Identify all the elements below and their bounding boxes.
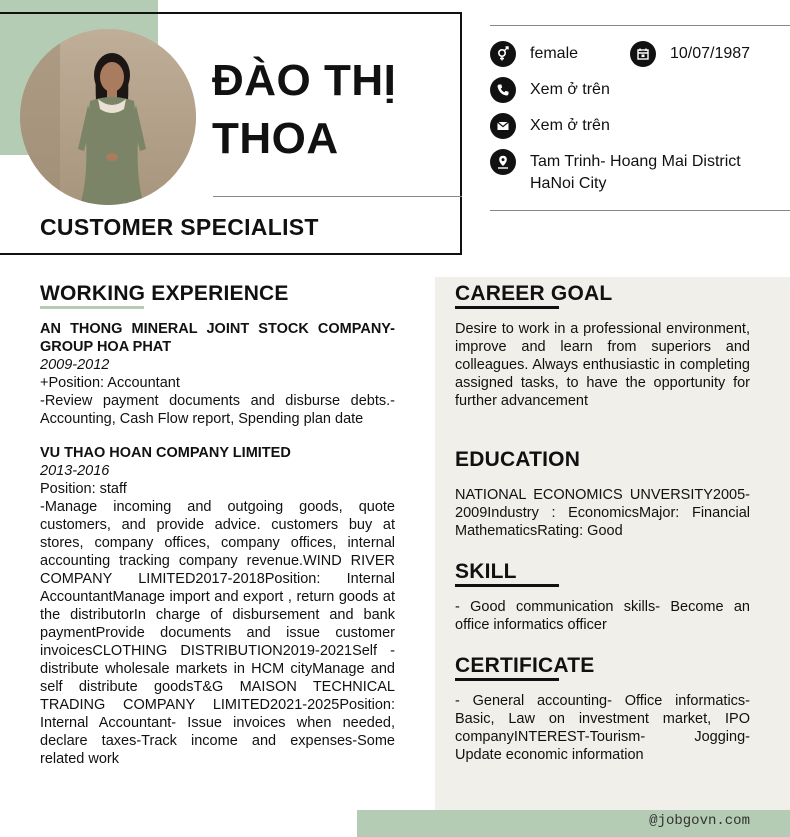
career-goal-title: CAREER GOAL [455,282,613,305]
address-line-1: Tam Trinh- Hoang Mai District [530,153,741,170]
experience-title: WORKING EXPERIENCE [40,282,289,305]
address-value [530,149,741,195]
skill-title: SKILL [455,560,517,583]
job-title: CUSTOMER SPECIALIST [40,214,319,240]
email-icon [490,113,516,139]
footer-watermark: @jobgovn.com [649,813,750,829]
job-1-line-1: +Position: Accountant [40,375,180,391]
name-line-1: ĐÀO THỊ [212,56,397,105]
job-1-line-2: -Review payment documents and disburse debts.-Accounting, Cash Flow report, Spending plan date [40,393,395,427]
footer-bar [357,810,790,837]
contact-top-divider [490,25,790,26]
contact-email [490,113,610,139]
certificate-title: CERTIFICATE [455,654,595,677]
portrait-photo [20,29,196,205]
phone-icon [490,77,516,103]
address-line-2: HaNoi City [530,175,607,192]
calendar-icon [630,41,656,67]
job-1-company: AN THONG MINERAL JOINT STOCK COMPANY-GROUP HOA PHAT [40,321,395,355]
name-divider [213,196,462,197]
education-text: NATIONAL ECONOMICS UNVERSITY2005-2009Industry : EconomicsMajor: Financial MathematicsRating: Good [455,487,750,539]
phone-value: Xem ở trên [530,81,610,98]
experience-list [40,320,395,768]
job-2-line-1: Position: staff [40,481,127,497]
contact-bottom-divider [490,210,790,211]
career-goal-underline [455,306,559,309]
candidate-name [212,52,452,168]
job-2-line-2: -Manage incoming and outgoing goods, quote customers, and provide advice. customers buy at stores, company offices, company offices, internal accounting tracking company revenue.WIND RIVER COMPANY LIMITED2017-2018Position: Internal AccountantManage import and export , return goods at the distributorIn charge of disbursement and bank paymentProvide documents and issue customer invoicesCLOTHING DISTRIBUTION2019-2021Self - distribute wholesale markets in HCM cityManage and self distribute goodsT&G MAISON TECHNICAL TRADING COMPANY LIMITED2021-2025Position: Internal Accountant- Issue invoices when needed, declare taxes-Track income and expenses-Some related work [40,499,395,767]
job-1-dates: 2009-2012 [40,357,110,373]
job-entry-2 [40,444,395,768]
contact-phone [490,77,610,103]
location-icon [490,149,516,175]
contact-birthdate [630,41,750,67]
job-entry-1 [40,320,395,428]
skill-underline [455,584,559,587]
experience-underline [40,306,144,309]
contact-gender [490,41,578,67]
skill-text: - Good communication skills- Become an office informatics officer [455,599,750,633]
gender-icon [490,41,516,67]
birthdate-value: 10/07/1987 [670,45,751,62]
job-2-company: VU THAO HOAN COMPANY LIMITED [40,445,291,461]
contact-address [490,149,741,195]
education-title: EDUCATION [455,448,581,471]
job-2-dates: 2013-2016 [40,463,110,479]
gender-value: female [530,45,579,62]
name-line-2: THOA [212,114,339,163]
career-goal-text: Desire to work in a professional environment, improve and learn from superiors and colleagues. Always enthusiastic in completing assigned tasks, to have the opportunity for further advancement [455,321,750,409]
avatar [20,29,196,205]
email-value: Xem ở trên [530,117,610,134]
certificate-text: - General accounting- Office informatics-Basic, Law on investment market, IPO companyINTEREST-Tourism- Jogging-Update economic information [455,693,750,763]
certificate-underline [455,678,559,681]
